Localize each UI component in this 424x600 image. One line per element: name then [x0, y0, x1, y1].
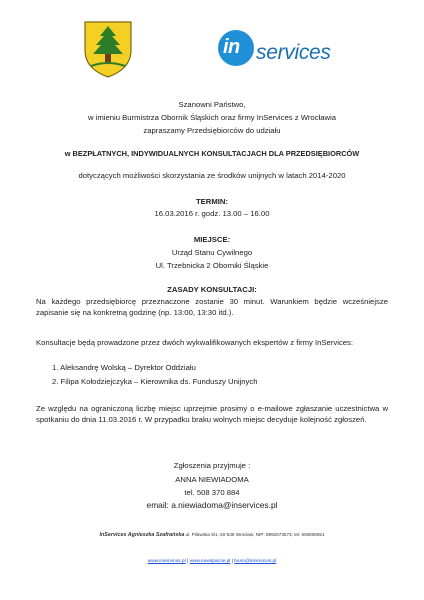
footer-link-inservices[interactable]: www.inservices.pl	[147, 559, 186, 564]
limit-text: Ze względu na ograniczoną liczbę miejsc uprzejmie prosimy o e-mailowe zgłaszanie uczestnictwa w spotkaniu do dnia 11.03.2016 r. W przypadku braku wolnych miejsc decyduje kolejność zgłoszeń.	[36, 404, 388, 424]
coat-of-arms-tree-icon	[82, 20, 134, 78]
contact-phone: tel. 508 370 884	[184, 488, 240, 497]
miejsce-label: MIEJSCE:	[193, 235, 231, 244]
greeting: Szanowni Państwo,	[178, 100, 246, 109]
footer-company: InServices Agnieszka Szafrańska	[99, 532, 185, 538]
logo-services-text: services	[256, 41, 331, 64]
termin-value: 16.03.2016 r. godz. 13.00 – 16.00	[154, 209, 270, 218]
contact-intro: Zgłoszenia przyjmuje :	[173, 461, 251, 470]
footer-address: ul. Pilawska 9/1, 50-538 Wrocław; NIP: 8992673573; tel. 600806651	[184, 532, 325, 537]
logo-in-text: in	[223, 36, 240, 58]
footer-link-email[interactable]: biuro@inservices.pl	[234, 559, 277, 564]
footer-separator-2: |	[230, 559, 235, 564]
footer-links	[0, 559, 424, 564]
miejsce-line-2: Ul. Trzebnicka 2 Oborniki Śląskie	[155, 261, 269, 270]
expert-item-1: 1. Aleksandrę Wolską – Dyrektor Oddziału	[52, 363, 196, 372]
contact-email: email: a.niewiadoma@inservices.pl	[146, 500, 278, 510]
termin-label: TERMIN:	[195, 197, 229, 206]
letter-subtitle: dotyczących możliwości skorzystania ze środków unijnych w latach 2014-2020	[78, 171, 346, 180]
experts-text: Konsultacje będą prowadzone przez dwóch wykwalifikowanych ekspertów z firmy InServices:	[36, 338, 354, 347]
miejsce-line-1: Urząd Stanu Cywilnego	[171, 248, 253, 257]
letter-title: w BEZPŁATNYCH, INDYWIDUALNYCH KONSULTACJACH DLA PRZEDSIĘBIORCÓW	[64, 149, 360, 158]
footer-link-euwsparcie[interactable]: www.euwsparcie.pl	[189, 559, 231, 564]
zasady-text: Na każdego przedsiębiorcę przeznaczone zostanie 30 minut. Warunkiem będzie wcześniejsze zapisanie się na konkretną godzinę (np. 13:00, 13:30 itd.).	[36, 297, 388, 317]
inservices-logo	[218, 30, 346, 68]
intro-line-2: zapraszamy Przedsiębiorców do udziału	[143, 126, 281, 135]
expert-item-2: 2. Filipa Kołodziejczyka – Kierownika ds. Funduszy Unijnych	[52, 377, 258, 386]
intro-line-1: w imieniu Burmistrza Obornik Śląskich oraz firmy InServices z Wrocławia	[87, 113, 337, 122]
footer-separator-1: |	[185, 559, 190, 564]
contact-name: ANNA NIEWIADOMA	[175, 475, 249, 484]
footer-company-line	[0, 532, 424, 538]
zasady-label: ZASADY KONSULTACJI:	[167, 285, 257, 294]
